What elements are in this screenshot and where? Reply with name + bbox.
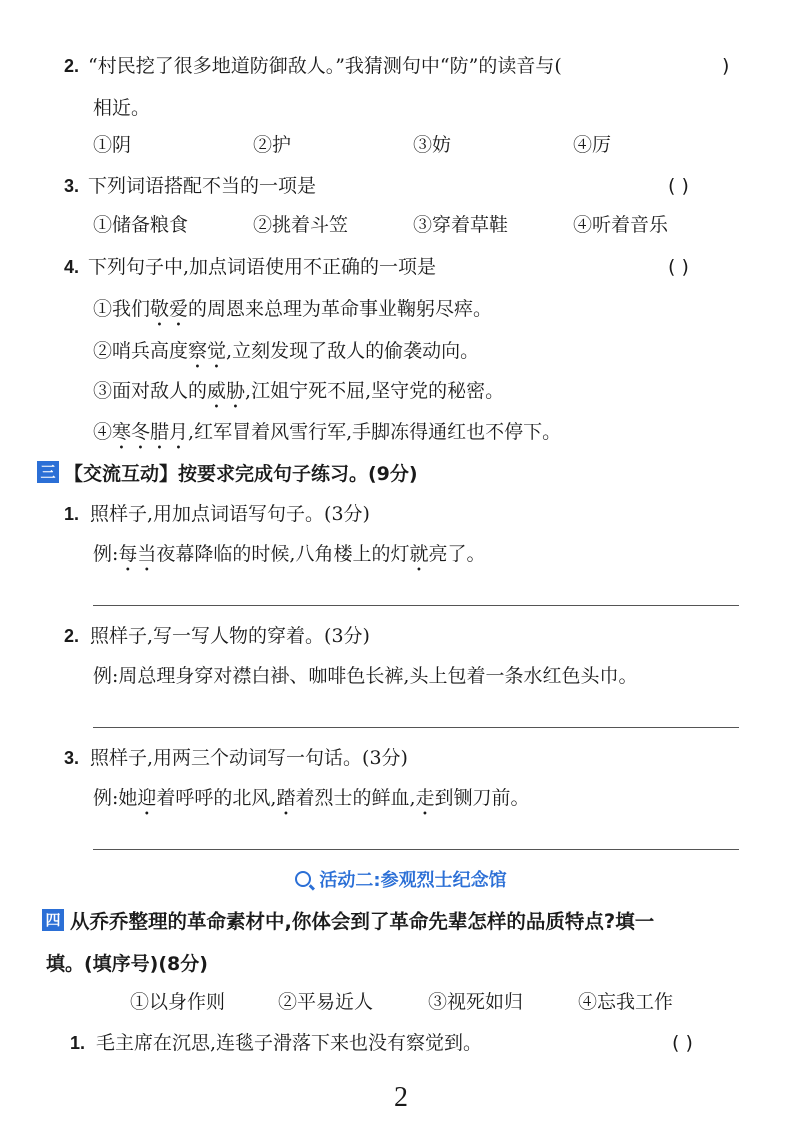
example-text: 例:周总理身穿对襟白褂、咖啡色长裤,头上包着一条水红色头巾。 [93, 665, 638, 687]
item-text: 照样子,写一写人物的穿着。(3分) [90, 625, 370, 647]
example-text: 例: [93, 543, 119, 565]
section-4-title-cont: 填。(填序号)(8分) [46, 953, 208, 975]
item-number: 3. [64, 748, 80, 768]
question-stem-cont: 相近。 [93, 97, 151, 119]
dotted-word: 走 [415, 787, 435, 809]
example-text: 着烈士的鲜血, [295, 787, 416, 809]
option-2[interactable]: ②护 [253, 134, 292, 156]
example-text: 例:她 [93, 787, 138, 809]
question-number: 2. [64, 56, 80, 76]
page-number: 2 [394, 1082, 408, 1113]
sentence-text: ③面对敌人的 [93, 380, 208, 402]
section-4-title: 从乔乔整理的革命素材中,你体会到了革命先辈怎样的品质特点?填一 [70, 910, 655, 933]
sentence-text: ,立刻发现了敌人的偷袭动向。 [226, 340, 480, 362]
dotted-word: 每当 [118, 543, 157, 565]
option-2[interactable]: ②挑着斗笠 [253, 214, 349, 236]
example-text: 着呼呼的北风, [156, 787, 277, 809]
item-number: 1. [64, 504, 80, 524]
section-3-title: 【交流互动】按要求完成句子练习。(9分) [64, 463, 418, 485]
question-stem: 下列句子中,加点词语使用不正确的一项是 [88, 256, 437, 278]
option-3[interactable]: ③妨 [413, 134, 452, 156]
sentence-text: ②哨兵高度 [93, 340, 189, 362]
answer-line-1[interactable] [93, 605, 739, 606]
answer-paren-close[interactable]: ) [722, 55, 730, 77]
example-text: 夜幕降临的时候,八角楼上的灯 [156, 543, 410, 565]
activity-heading [0, 866, 802, 892]
option-2: ②平易近人 [278, 991, 374, 1013]
dotted-word: 威胁 [207, 380, 246, 402]
answer-line-3[interactable] [93, 849, 739, 850]
option-1: ①以身作则 [130, 991, 226, 1013]
sentence-text: ①我们 [93, 298, 151, 320]
question-number: 3. [64, 176, 80, 196]
dotted-word: 踏 [276, 787, 296, 809]
section-3-badge: 三 [37, 461, 59, 483]
search-icon [295, 871, 311, 887]
dotted-word: 察觉 [188, 340, 227, 362]
option-1[interactable]: ①阴 [93, 134, 132, 156]
dotted-word: 敬爱 [150, 298, 189, 320]
example-text: 到铡刀前。 [434, 787, 530, 809]
sentence-text: 的周恩来总理为革命事业鞠躬尽瘁。 [188, 298, 493, 320]
sentence-text: ,红军冒着风雪行军,手脚冻得通红也不停下。 [188, 421, 562, 443]
sentence-text: ,江姐宁死不屈,坚守党的秘密。 [245, 380, 505, 402]
answer-paren[interactable]: ( ) [668, 256, 689, 278]
answer-paren[interactable]: ( ) [672, 1032, 693, 1054]
option-3: ③视死如归 [428, 991, 524, 1013]
dotted-word: 就 [409, 543, 429, 565]
option-1[interactable]: ①储备粮食 [93, 214, 189, 236]
section-4-badge: 四 [42, 909, 64, 931]
option-4[interactable]: ④厉 [573, 134, 612, 156]
question-stem: 下列词语搭配不当的一项是 [88, 175, 317, 197]
item-text: 照样子,用加点词语写句子。(3分) [90, 503, 370, 525]
example-text: 亮了。 [428, 543, 486, 565]
question-number: 4. [64, 257, 80, 277]
dotted-word: 迎 [137, 787, 157, 809]
option-4: ④忘我工作 [578, 991, 674, 1013]
question-stem: “村民挖了很多地道防御敌人。”我猜测句中“防”的读音与( [88, 55, 562, 77]
activity-title: 活动二:参观烈士纪念馆 [319, 870, 507, 891]
option-3[interactable]: ③穿着草鞋 [413, 214, 509, 236]
answer-line-2[interactable] [93, 727, 739, 728]
item-text: 照样子,用两三个动词写一句话。(3分) [90, 747, 408, 769]
item-number: 1. [70, 1033, 86, 1053]
answer-paren[interactable]: ( ) [668, 175, 689, 197]
dotted-word: 寒冬腊月 [112, 421, 189, 443]
item-text: 毛主席在沉思,连毯子滑落下来也没有察觉到。 [96, 1032, 483, 1054]
item-number: 2. [64, 626, 80, 646]
option-4[interactable]: ④听着音乐 [573, 214, 669, 236]
sentence-text: ④ [93, 421, 113, 443]
